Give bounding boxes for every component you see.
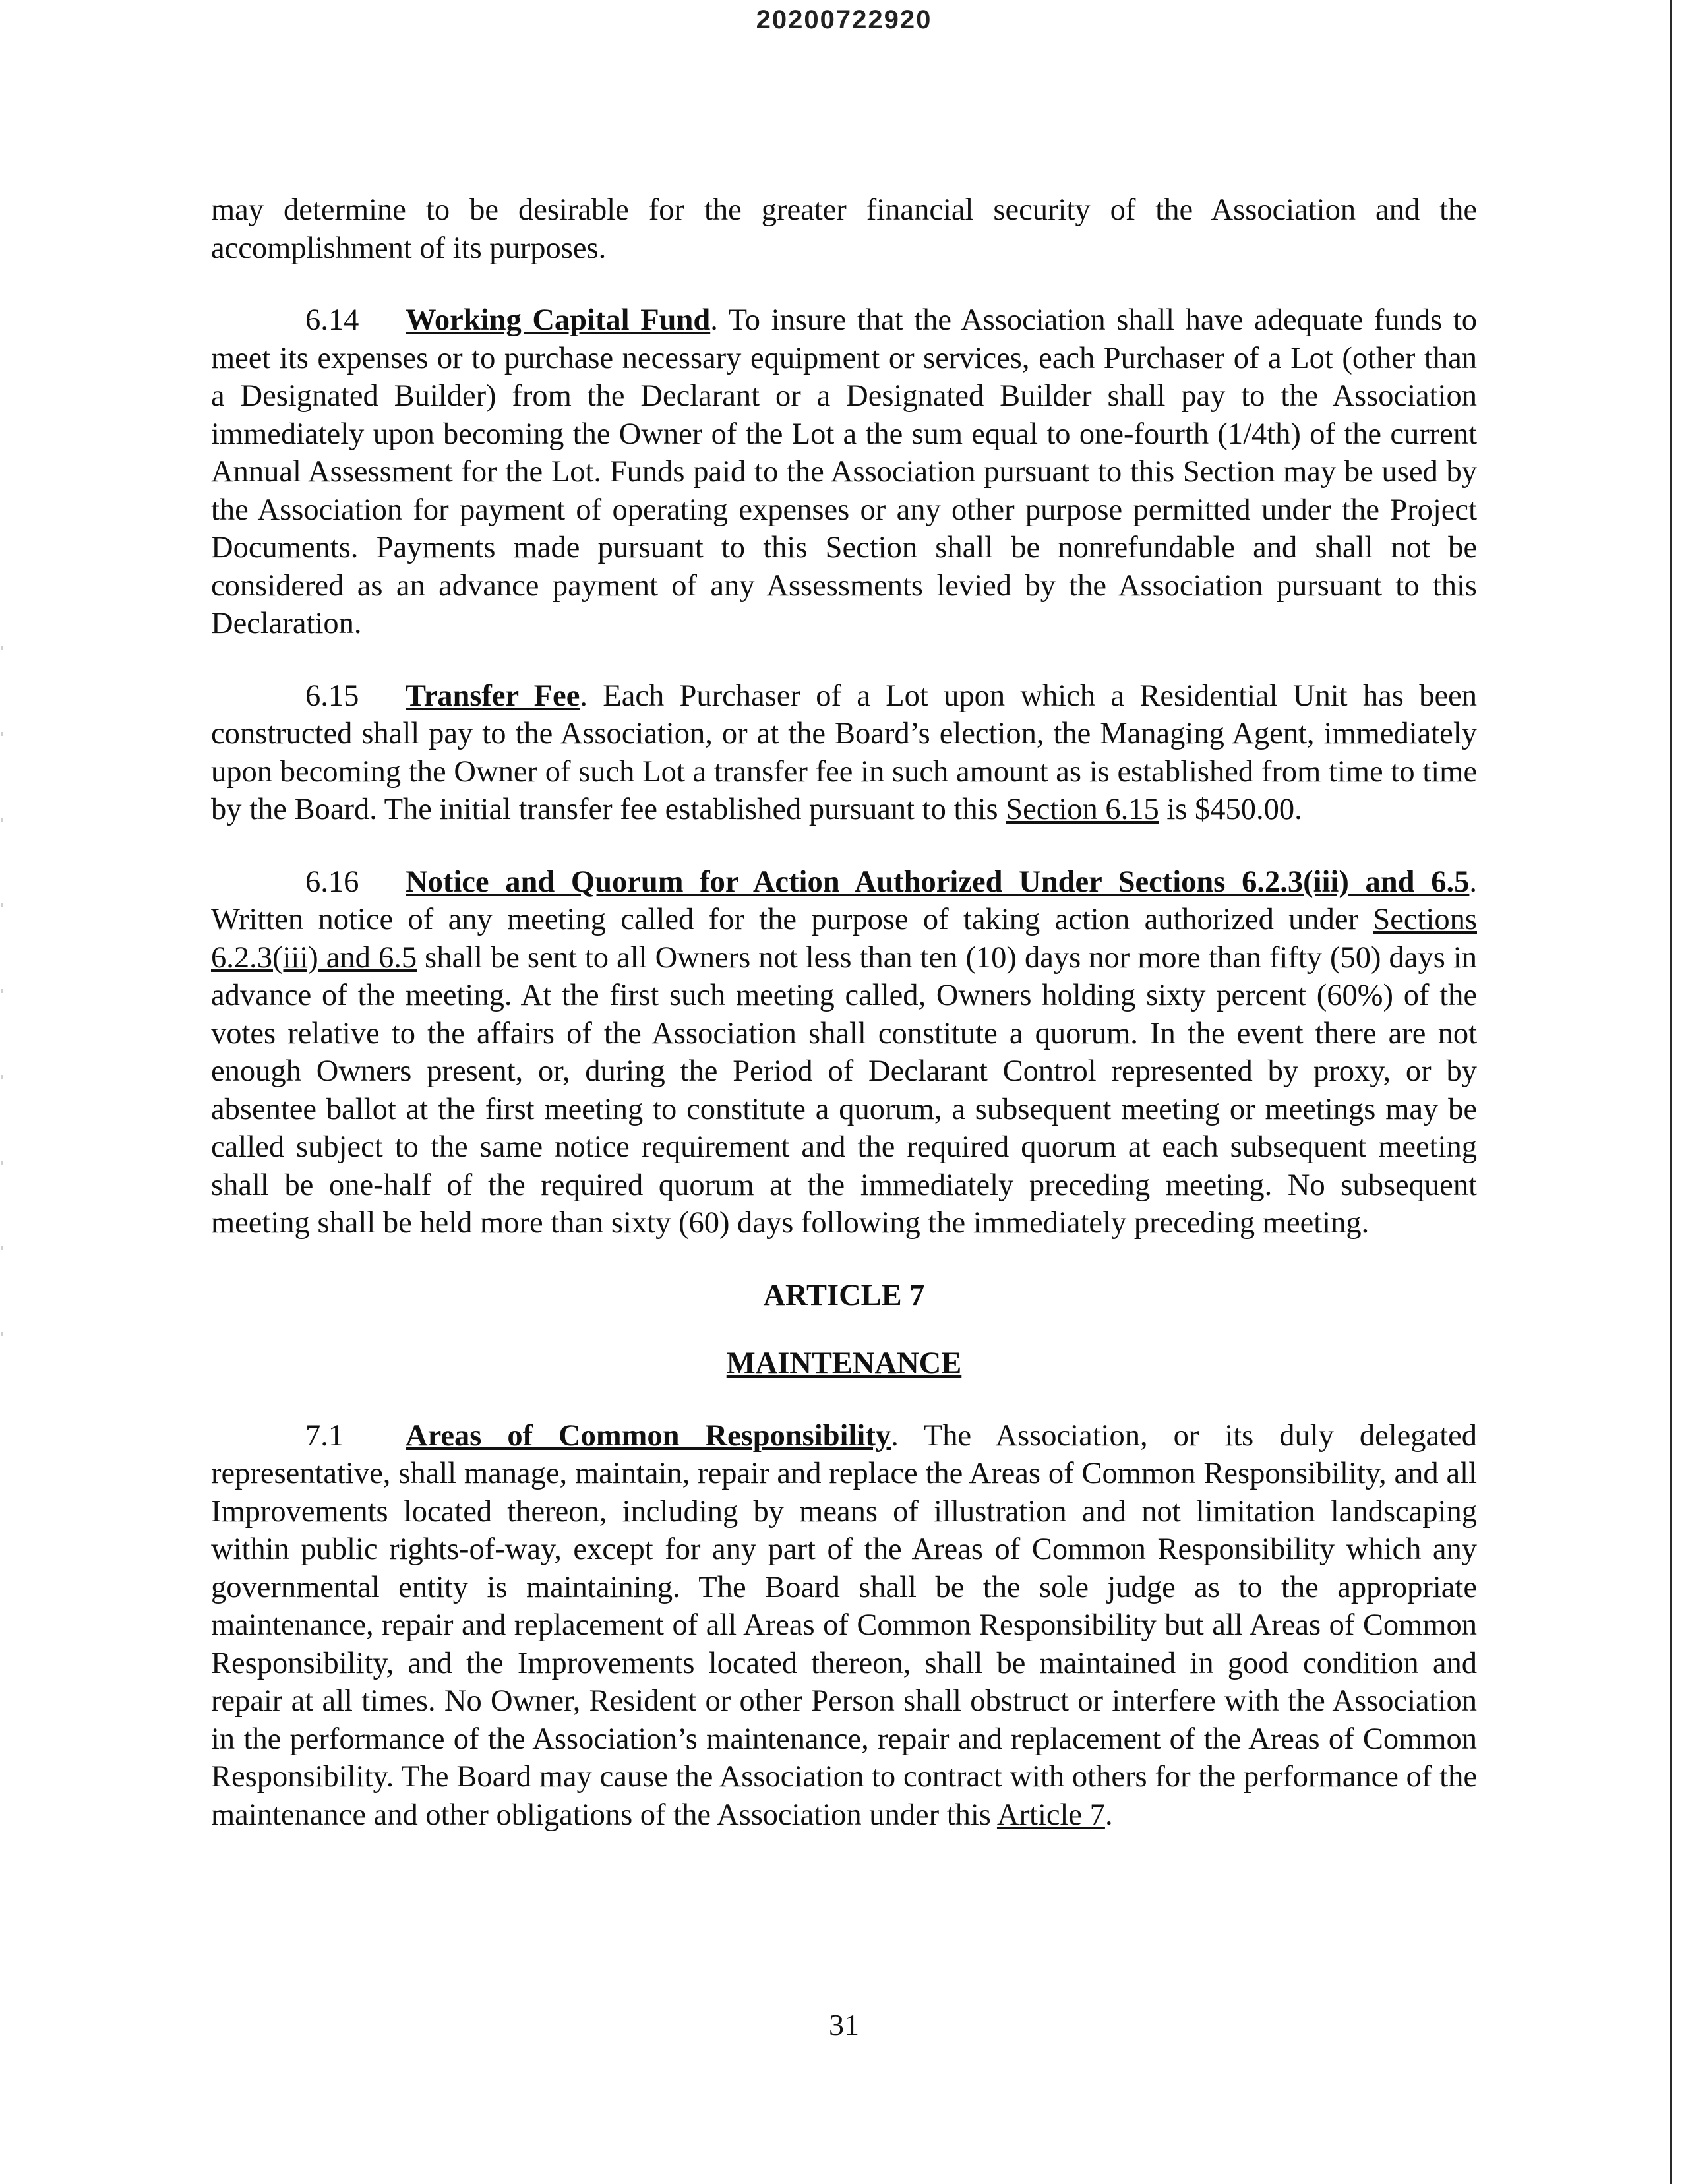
section-text-end: is $450.00. — [1159, 793, 1302, 826]
section-text: . Each Purchaser of a Lot upon which a Residential Unit has been constructed shall pay to the Association, or at the Board’s election, the Managing Agent, immediately upon becoming the Owner of such Lot a transfer fee in such amount as is established from time to time by the Board. The initial transfer fee established pursuant to this — [211, 679, 1477, 826]
section-heading: Transfer Fee — [406, 679, 580, 713]
section-6-15-paragraph — [211, 677, 1477, 829]
scan-edge-line — [1670, 0, 1672, 2184]
document-id-stamp: 20200722920 — [756, 5, 932, 34]
section-cross-reference: Section 6.15 — [1006, 793, 1159, 826]
section-heading: Notice and Quorum for Action Authorized Under Sections 6.2.3(iii) and 6.5 — [406, 864, 1470, 899]
page-number: 31 — [829, 2008, 859, 2042]
section-cross-reference: Sections 6.2.3(iii) and 6.5 — [211, 903, 1477, 975]
section-6-16-paragraph — [211, 863, 1477, 1242]
section-text-end: . — [1104, 1798, 1113, 1832]
section-text-end: shall be sent to all Owners not less than ten (10) days nor more than fifty (50) days in advance of the meeting. At the first such meeting called, Owners holding sixty percent (60%) of the votes relative to the affairs of the Association shall constitute a quorum. In the event there are not enough Owners present, or, during the Period of Declarant Control represented by proxy, or by absentee ballot at the first meeting to constitute a quorum, a subsequent meeting or meetings may be called subject to the same notice requirement and the required quorum at each subsequent meeting shall be one-half of the required quorum at the immediately preceding meeting. No subsequent meeting shall be held more than sixty (60) days following the immediately preceding meeting. — [211, 940, 1477, 1240]
section-6-14-paragraph — [211, 301, 1477, 643]
section-text: . Written notice of any meeting called for the purpose of taking action authorized under — [211, 864, 1477, 936]
continuation-paragraph: may determine to be desirable for the greater financial security of the Association and the accomplishment of its purposes. — [211, 193, 1477, 265]
article-title: ARTICLE 7 — [763, 1278, 925, 1312]
section-heading: Areas of Common Responsibility — [406, 1418, 891, 1453]
section-7-1-paragraph — [211, 1417, 1477, 1835]
section-number: 6.15 — [305, 679, 359, 713]
document-body — [211, 191, 1477, 1868]
article-subtitle: MAINTENANCE — [726, 1347, 962, 1380]
section-heading: Working Capital Fund — [406, 303, 711, 337]
scan-edge-specks — [1, 646, 3, 1372]
section-text: . The Association, or its duly delegated representative, shall manage, maintain, repair and replace the Areas of Common Responsibility, and all Improvements located thereon, including by means of illustration and not limitation landscaping within public rights-of-way, except for any part of the Areas of Common Responsibility which any governmental entity is maintaining. The Board shall be the sole judge as to the appropriate maintenance, repair and replacement of all Areas of Common Responsibility but all Areas of Common Responsibility, and the Improvements located thereon, shall be maintained in good condition and repair at all times. No Owner, Resident or other Person shall obstruct or interfere with the Association in the performance of the Association’s maintenance, repair and replacement of the Areas of Common Responsibility. The Board may cause the Association to contract with others for the performance of the maintenance and other obligations of the Association under this — [211, 1418, 1478, 1832]
section-text: . To insure that the Association shall have adequate funds to meet its expenses or to purchase necessary equipment or services, each Purchaser of a Lot (other than a Designated Builder) from the Declarant or a Designated Builder shall pay to the Association immediately upon becoming the Owner of the Lot a the sum equal to one-fourth (1/4th) of the current Annual Assessment for the Lot. Funds paid to the Association pursuant to this Section may be used by the Association for payment of operating expenses or any other purpose permitted under the Project Documents. Payments made pursuant to this Section shall be nonrefundable and shall not be considered as an advance payment of any Assessments levied by the Association pursuant to this Declaration. — [211, 303, 1478, 640]
section-cross-reference: Article 7 — [996, 1798, 1105, 1832]
section-number: 6.14 — [305, 303, 359, 337]
section-number: 6.16 — [305, 864, 359, 899]
section-number: 7.1 — [305, 1418, 344, 1453]
